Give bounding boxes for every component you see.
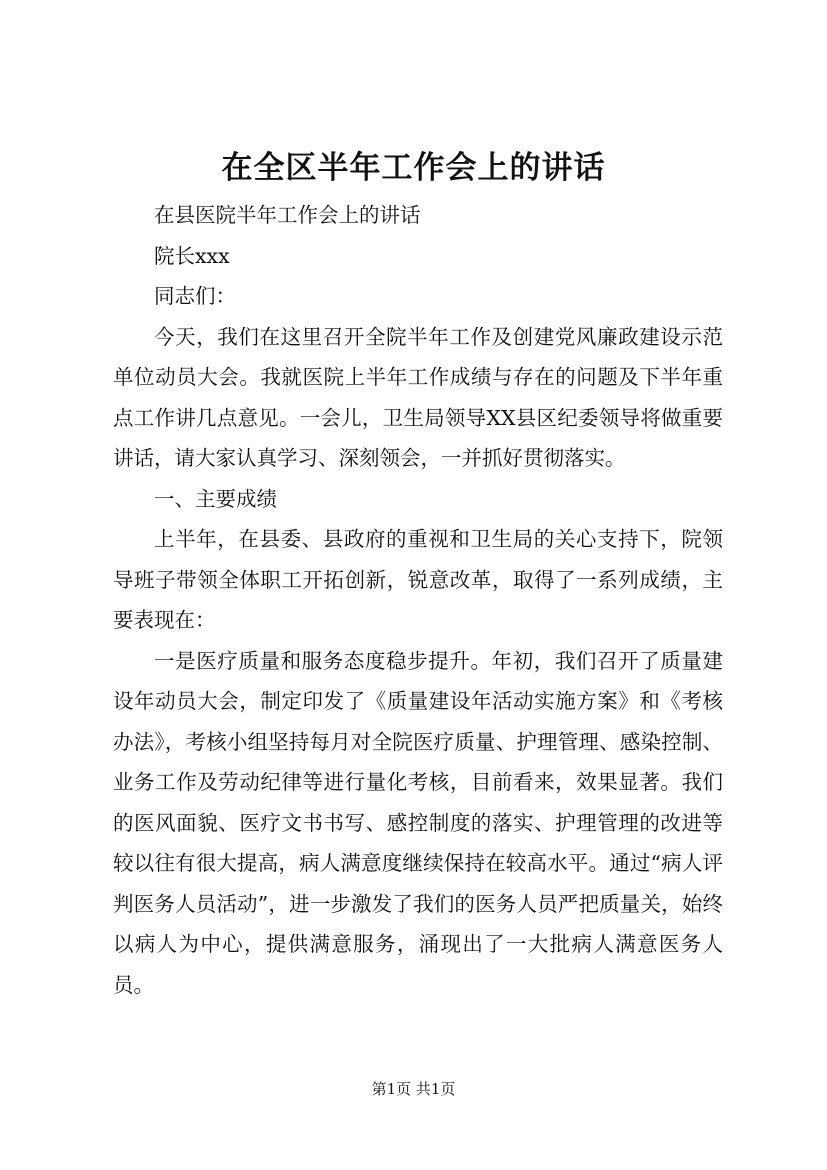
subtitle-paragraph: 在县医院半年工作会上的讲话 (154, 203, 421, 227)
body-paragraph: 一是医疗质量和服务态度稳步提升。年初，我们召开了质量建设年动员大会，制定印发了《质量建设年活动实施方案》和《考核办法》，考核小组坚持每月对全院医疗质量、护理管理、感染控制、业务工作及劳动纪律等进行量化考核，目前看来，效果显著。我们的医风面貌、医疗文书书写、感控制度的落实、护理管理的改进等较以往有很大提高，病人满意度继续保持在较高水平。通过“病人评判医务人员活动”，进一步激发了我们的医务人员严把质量关，始终以病人为中心，提供满意服务，涌现出了一大批病人满意医务人员。 (113, 648, 723, 997)
document-title: 在全区半年工作会上的讲话 (221, 150, 606, 186)
page-footer: 第1页 共1页 (371, 1080, 456, 1098)
body-paragraph: 上半年，在县委、县政府的重视和卫生局的关心支持下，院领导班子带领全体职工开拓创新，锐意改革，取得了一系列成绩，主要表现在： (113, 527, 723, 632)
document-body (113, 195, 723, 1005)
salutation-paragraph: 同志们： (154, 284, 236, 308)
section-heading: 一、主要成绩 (154, 486, 277, 511)
author-paragraph: 院长xxx (154, 243, 230, 268)
intro-paragraph: 今天，我们在这里召开全院半年工作及创建党风廉政建设示范单位动员大会。我就医院上半年工作成绩与存在的问题及下半年重点工作讲几点意见。一会儿，卫生局领导XX县区纪委领导将做重要讲话，请大家认真学习、深刻领会，一并抓好贯彻落实。 (113, 324, 723, 470)
